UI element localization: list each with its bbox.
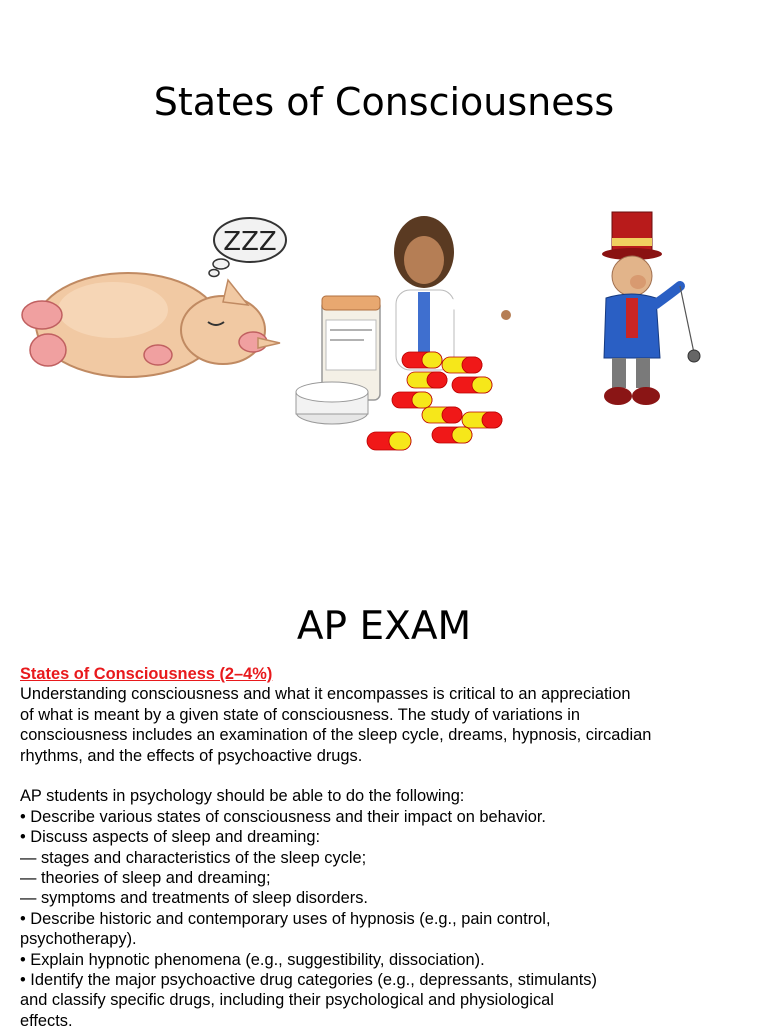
intro-line: of what is meant by a given state of consciousness. The study of variations in [20,705,581,724]
list-line: • Describe various states of consciousness and their impact on behavior. [20,807,546,826]
list-line: psychotherapy). [20,930,137,949]
hypnotist-image [590,208,710,418]
paragraph-gap [20,766,760,786]
list-line: and classify specific drugs, including their psychological and physiological [20,991,554,1010]
intro-line: rhythms, and the effects of psychoactive drugs. [20,746,363,765]
slide-ap-exam [0,560,768,1030]
list-line: • Discuss aspects of sleep and dreaming: [20,828,321,847]
section-heading: States of Consciousness (2–4%) [20,665,273,683]
pharmacist-pills-image [292,212,527,457]
list-line: • Explain hypnotic phenomena (e.g., suggestibility, dissociation). [20,950,485,969]
ap-exam-body [20,664,760,1031]
ap-exam-title: AP EXAM [296,604,472,649]
list-line: — theories of sleep and dreaming; [20,869,271,888]
list-line: • Describe historic and contemporary uses of hypnosis (e.g., pain control, [20,909,551,928]
slide-title-text: States of Consciousness [153,80,615,124]
sleep-bubble-text: ZZZ [223,227,277,257]
list-line: • Identify the major psychoactive drug categories (e.g., depressants, stimulants) [20,971,597,990]
list-line: effects. [20,1011,73,1030]
list-line: — stages and characteristics of the sleep cycle; [20,848,367,867]
intro-line: consciousness includes an examination of the sleep cycle, dreams, hypnosis, circadian [20,726,652,745]
sleeping-pig-image [18,210,288,395]
intro-line: Understanding consciousness and what it encompasses is critical to an appreciation [20,685,631,704]
list-line: — symptoms and treatments of sleep disorders. [20,889,368,908]
list-line: AP students in psychology should be able to do the following: [20,787,465,806]
